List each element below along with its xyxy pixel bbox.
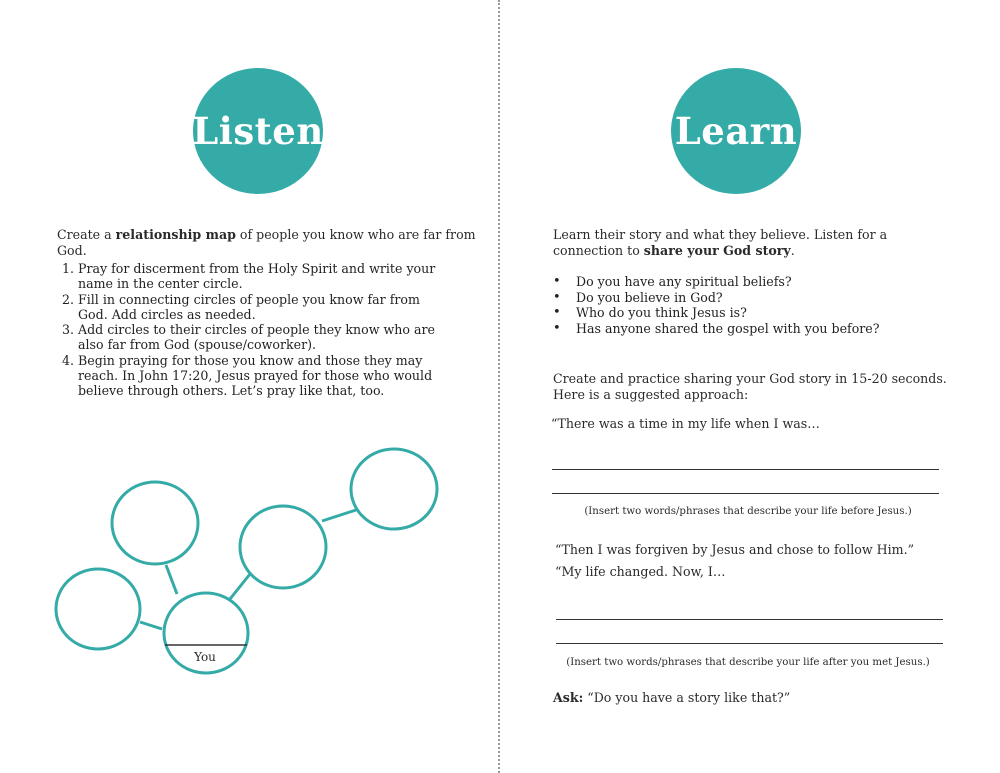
- step-number: 3.: [62, 322, 75, 338]
- step-text: Pray for discerment from the Holy Spirit and write your name in the center circle.: [78, 261, 436, 292]
- intro-prefix: Create a: [57, 227, 116, 242]
- connector-line: [322, 510, 356, 521]
- question-text: Has anyone shared the gospel with you before?: [576, 321, 880, 337]
- learn-intro-text: Learn their story and what they believe. Listen for a connection to: [553, 227, 888, 258]
- step-item: [62, 353, 442, 399]
- ask-text: “Do you have a story like that?”: [583, 690, 791, 705]
- learn-title: Learn: [674, 109, 798, 153]
- bullet-icon: •: [553, 274, 561, 289]
- connector-line: [230, 574, 250, 599]
- step-item: [62, 261, 442, 292]
- write-in-line: [552, 493, 939, 494]
- relationship-map-diagram: [0, 440, 470, 680]
- question-text: Do you believe in God?: [576, 289, 723, 305]
- listen-title: Listen: [192, 109, 324, 153]
- quote-forgiven: “Then I was forgiven by Jesus and chose to follow Him.”: [555, 542, 915, 557]
- page-divider: [498, 0, 500, 773]
- connector-line: [140, 622, 162, 629]
- learn-badge: [671, 68, 801, 194]
- instruction-steps: [62, 261, 442, 399]
- bullet-icon: •: [553, 321, 561, 337]
- caption-before: (Insert two words/phrases that describe your life before Jesus.): [584, 506, 912, 517]
- step-text: Add circles to their circles of people they know who are also far from God (spouse/coworker).: [78, 322, 435, 353]
- map-circle: [351, 449, 437, 529]
- question-text: Who do you think Jesus is?: [576, 305, 747, 321]
- caption-after: (Insert two words/phrases that describe your life after you met Jesus.): [566, 657, 930, 668]
- quote-before: “There was a time in my life when I was…: [551, 416, 820, 431]
- intro-bold: relationship map: [115, 227, 236, 242]
- learn-intro-bold: share your God story: [643, 242, 791, 258]
- learn-intro: [553, 227, 953, 258]
- learn-intro-end: .: [790, 242, 795, 258]
- connector-line: [166, 565, 177, 594]
- step-text: Fill in connecting circles of people you know far from God. Add circles as needed.: [78, 291, 420, 322]
- question-item: [553, 274, 953, 290]
- question-item: [553, 305, 953, 321]
- bullet-icon: •: [553, 289, 561, 305]
- ask-prompt: [553, 690, 953, 706]
- question-item: [553, 290, 953, 306]
- write-in-line: [552, 469, 939, 470]
- practice-instructions: [553, 371, 953, 402]
- quote-changed: “My life changed. Now, I…: [555, 564, 726, 579]
- listen-badge: [193, 68, 323, 194]
- map-circle: [56, 569, 140, 649]
- step-number: 4.: [62, 352, 75, 368]
- write-in-line: [556, 619, 943, 620]
- step-text: Begin praying for those you know and those they may reach. In John 17:20, Jesus prayed for those who would believe through others. Let’s pray like that, too.: [78, 352, 433, 399]
- map-circle: [240, 506, 326, 588]
- ask-label: Ask:: [553, 690, 584, 705]
- bullet-icon: •: [553, 305, 561, 321]
- practice-line-1: Create and practice sharing your God story in 15-20 seconds.: [553, 371, 947, 386]
- practice-line-2: Here is a suggested approach:: [553, 386, 749, 402]
- question-text: Do you have any spiritual beliefs?: [576, 274, 792, 289]
- map-circle: [112, 482, 198, 564]
- question-list: [553, 274, 953, 337]
- intro-suffix: of people you know who are far from God.: [57, 227, 476, 258]
- write-in-line: [556, 643, 943, 644]
- you-label: You: [194, 650, 216, 664]
- step-number: 1.: [62, 261, 75, 276]
- relationship-map-intro: [57, 227, 477, 258]
- step-item: [62, 292, 442, 323]
- step-number: 2.: [62, 291, 75, 307]
- step-item: [62, 322, 442, 353]
- question-item: [553, 321, 953, 337]
